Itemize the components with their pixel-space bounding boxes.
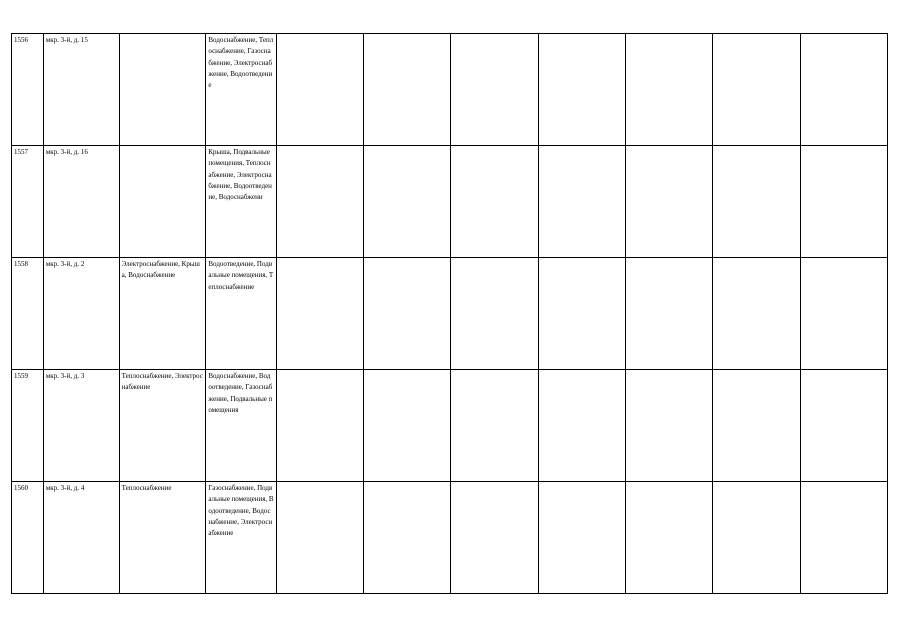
- empty-cell: [276, 482, 363, 594]
- row-planned-works: Водоснабжение, Водоотведение, Газоснабжение, Подвальные помещения: [206, 370, 276, 482]
- empty-cell: [451, 146, 538, 258]
- row-address: мкр. 3-й, д. 3: [43, 370, 119, 482]
- empty-cell: [800, 258, 887, 370]
- table-row: [12, 258, 888, 370]
- empty-cell: [538, 34, 625, 146]
- empty-cell: [625, 370, 712, 482]
- row-completed-works: Теплоснабжение: [119, 482, 206, 594]
- table-row: [12, 146, 888, 258]
- empty-cell: [451, 258, 538, 370]
- empty-cell: [713, 34, 800, 146]
- row-planned-works: Газоснабжение, Подвальные помещения, Водоотведение, Водоснабжение, Электроснабжение: [206, 482, 276, 594]
- empty-cell: [276, 370, 363, 482]
- empty-cell: [364, 482, 451, 594]
- row-address: мкр. 3-й, д. 2: [43, 258, 119, 370]
- empty-cell: [713, 258, 800, 370]
- empty-cell: [713, 146, 800, 258]
- row-completed-works: [119, 34, 206, 146]
- row-number: 1560: [12, 482, 44, 594]
- empty-cell: [276, 258, 363, 370]
- table-row: [12, 34, 888, 146]
- empty-cell: [625, 146, 712, 258]
- empty-cell: [800, 34, 887, 146]
- row-address: мкр. 3-й, д. 16: [43, 146, 119, 258]
- empty-cell: [538, 370, 625, 482]
- row-address: мкр. 3-й, д. 4: [43, 482, 119, 594]
- empty-cell: [364, 34, 451, 146]
- empty-cell: [713, 482, 800, 594]
- empty-cell: [364, 146, 451, 258]
- row-completed-works: [119, 146, 206, 258]
- empty-cell: [800, 146, 887, 258]
- empty-cell: [364, 258, 451, 370]
- row-number: 1556: [12, 34, 44, 146]
- row-number: 1559: [12, 370, 44, 482]
- empty-cell: [538, 482, 625, 594]
- empty-cell: [538, 146, 625, 258]
- empty-cell: [451, 34, 538, 146]
- row-planned-works: Крыша, Подвальные помещения, Теплоснабжение, Электроснабжение, Водоотведение, Водоснабжени: [206, 146, 276, 258]
- records-table: [11, 33, 888, 594]
- empty-cell: [625, 34, 712, 146]
- empty-cell: [276, 146, 363, 258]
- row-planned-works: Водоотведение, Подвальные помещения, Теплоснабжение: [206, 258, 276, 370]
- empty-cell: [800, 482, 887, 594]
- row-planned-works: Водоснабжение, Теплоснабжение, Газоснабжение, Электроснабжение, Водоотведение: [206, 34, 276, 146]
- row-completed-works: Электроснабжение, Крыша, Водоснабжение: [119, 258, 206, 370]
- empty-cell: [364, 370, 451, 482]
- row-number: 1558: [12, 258, 44, 370]
- table-row: [12, 370, 888, 482]
- empty-cell: [800, 370, 887, 482]
- empty-cell: [451, 482, 538, 594]
- empty-cell: [538, 258, 625, 370]
- empty-cell: [625, 258, 712, 370]
- row-completed-works: Теплоснабжение, Электроснабжение: [119, 370, 206, 482]
- row-number: 1557: [12, 146, 44, 258]
- empty-cell: [713, 370, 800, 482]
- table-row: [12, 482, 888, 594]
- row-address: мкр. 3-й, д. 15: [43, 34, 119, 146]
- empty-cell: [451, 370, 538, 482]
- empty-cell: [625, 482, 712, 594]
- empty-cell: [276, 34, 363, 146]
